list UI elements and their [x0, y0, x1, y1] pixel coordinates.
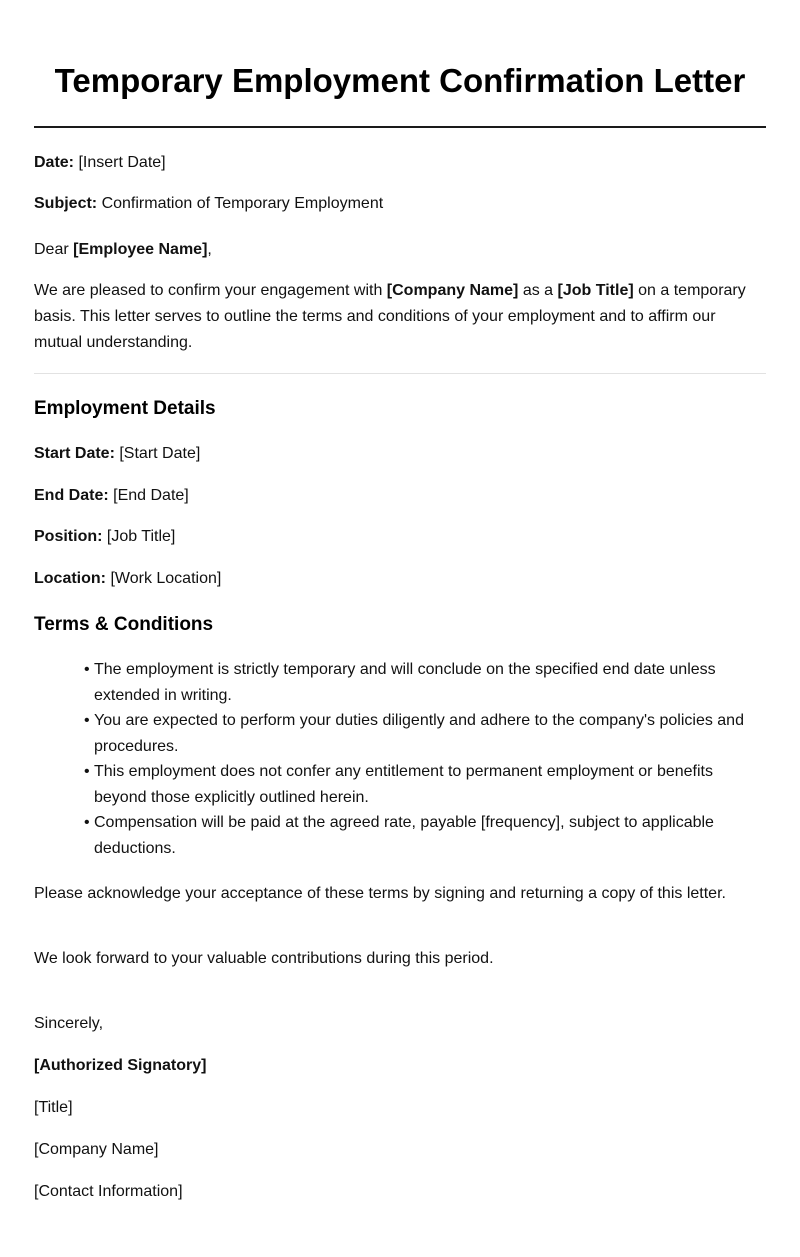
term-text: You are expected to perform your duties diligently and adhere to the company's policies and procedures.	[94, 712, 744, 755]
signatory-company: [Company Name]	[34, 1141, 159, 1158]
detail-row-position	[34, 524, 766, 550]
employee-name: [Employee Name]	[73, 241, 208, 258]
list-item	[84, 657, 766, 708]
signatory-name	[34, 1053, 766, 1079]
bullet-icon: •	[84, 814, 90, 831]
acknowledge-paragraph: Please acknowledge your acceptance of these terms by signing and returning a copy of this letter.	[34, 885, 726, 902]
intro-text-2: as a	[522, 282, 554, 299]
detail-value: [Start Date]	[119, 445, 201, 462]
intro-text-3: on a temporary basis. This letter serves to outline the terms and conditions of your employment and to affirm our mutual understanding.	[34, 282, 746, 351]
greeting-suffix: ,	[207, 241, 212, 258]
bullet-icon: •	[84, 712, 90, 729]
sign-off: Sincerely,	[34, 1015, 104, 1032]
date-value: [Insert Date]	[78, 154, 166, 171]
section-divider	[34, 373, 766, 374]
subject-label: Subject:	[34, 195, 98, 212]
list-item	[84, 708, 766, 759]
intro-company-name: [Company Name]	[386, 282, 519, 299]
employment-details-heading: Employment Details	[34, 398, 216, 419]
term-text: This employment does not confer any entitlement to permanent employment or benefits beyond those explicitly outlined herein.	[94, 763, 713, 806]
detail-label: End Date:	[34, 487, 109, 504]
detail-value: [End Date]	[113, 487, 189, 504]
terms-list	[34, 657, 766, 861]
title-divider	[34, 126, 766, 128]
intro-job-title: [Job Title]	[557, 282, 634, 299]
intro-text-1: We are pleased to confirm your engagement with	[34, 282, 383, 299]
subject-value: Confirmation of Temporary Employment	[101, 195, 384, 212]
greeting-prefix: Dear	[34, 241, 69, 258]
list-item	[84, 810, 766, 861]
detail-row-end-date	[34, 483, 766, 509]
date-label: Date:	[34, 154, 75, 171]
detail-row-start-date	[34, 441, 766, 467]
terms-heading: Terms & Conditions	[34, 614, 214, 635]
term-text: The employment is strictly temporary and will conclude on the specified end date unless extended in writing.	[94, 661, 716, 704]
detail-value: [Work Location]	[110, 570, 222, 587]
subject-line	[34, 191, 766, 217]
detail-row-location	[34, 566, 766, 592]
bullet-icon: •	[84, 661, 90, 678]
bullet-icon: •	[84, 763, 90, 780]
detail-label: Location:	[34, 570, 106, 587]
document-title: Temporary Employment Confirmation Letter	[54, 62, 746, 99]
detail-value: [Job Title]	[106, 528, 176, 545]
signatory-title: [Title]	[34, 1099, 73, 1116]
detail-label: Position:	[34, 528, 103, 545]
detail-label: Start Date:	[34, 445, 115, 462]
list-item	[84, 759, 766, 810]
signatory-label: [Authorized Signatory]	[34, 1057, 207, 1074]
date-line	[34, 150, 766, 176]
look-forward-paragraph: We look forward to your valuable contributions during this period.	[34, 950, 494, 967]
greeting	[34, 237, 766, 263]
signatory-contact: [Contact Information]	[34, 1183, 183, 1200]
intro-paragraph	[34, 278, 766, 356]
term-text: Compensation will be paid at the agreed rate, payable [frequency], subject to applicable deductions.	[94, 814, 714, 857]
